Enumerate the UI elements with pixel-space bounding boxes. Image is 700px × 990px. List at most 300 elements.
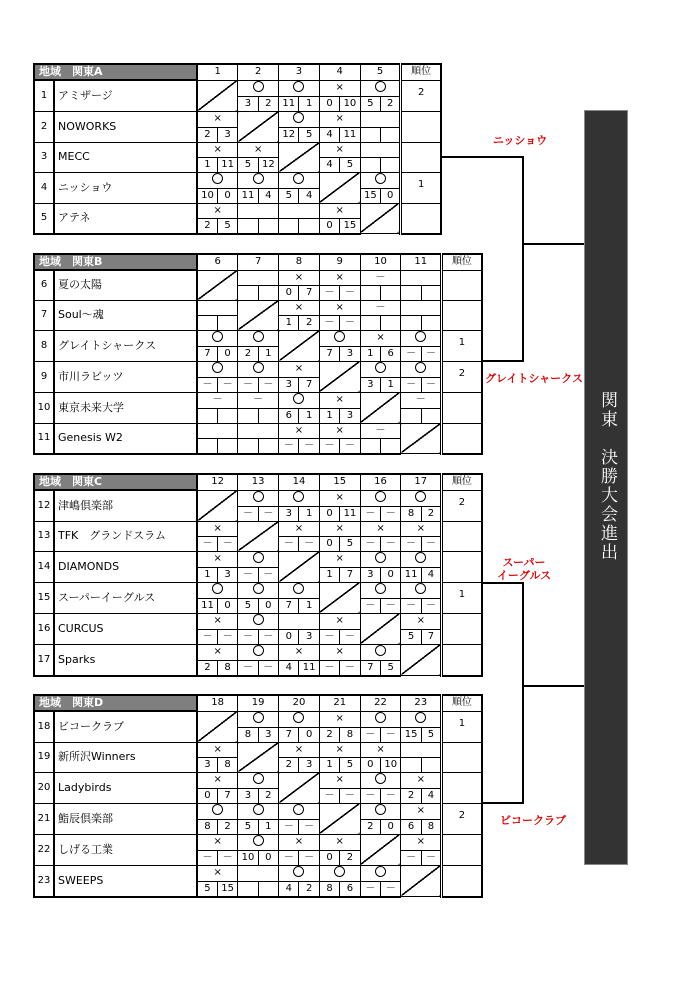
score-opponent: － — [340, 315, 360, 330]
column-number: 17 — [401, 474, 442, 490]
match-result-mark: － — [360, 270, 401, 285]
win-circle-icon — [253, 173, 264, 184]
bracket-line-cd-to-final — [522, 685, 584, 687]
column-number: 19 — [238, 695, 279, 711]
score-opponent: － — [299, 536, 319, 551]
team-number: 10 — [34, 392, 54, 423]
score-own — [197, 408, 217, 423]
match-result-mark — [360, 361, 401, 377]
team-name: CURCUS — [54, 613, 197, 644]
match-result-mark — [197, 172, 238, 188]
score-own — [360, 315, 380, 330]
column-number: 12 — [197, 474, 238, 490]
match-result-mark: × — [319, 834, 360, 850]
score-opponent: 7 — [340, 567, 360, 582]
bracket-line-a-top — [441, 156, 524, 158]
score-own: 6 — [401, 819, 421, 834]
match-result-mark — [279, 111, 320, 127]
match-result-mark — [360, 551, 401, 567]
score-opponent: 5 — [340, 536, 360, 551]
league-header-row — [34, 695, 482, 711]
team-rank — [401, 203, 441, 234]
score-own: － — [238, 660, 258, 676]
match-result-mark — [238, 490, 279, 506]
score-own — [360, 157, 380, 172]
score-own: － — [279, 438, 299, 454]
team-row — [34, 300, 482, 315]
team-row — [34, 521, 482, 536]
match-result-mark: × — [197, 521, 238, 536]
score-own: 8 — [197, 819, 217, 834]
score-own — [360, 285, 380, 300]
score-own: 7 — [279, 727, 299, 742]
rank-header: 順位 — [442, 254, 482, 270]
score-opponent: － — [421, 598, 441, 613]
league-table — [33, 694, 483, 898]
column-number: 2 — [238, 64, 279, 80]
win-circle-icon — [375, 583, 386, 594]
final-tournament-box — [584, 110, 628, 865]
score-own: 5 — [238, 598, 258, 613]
column-number: 21 — [319, 695, 360, 711]
team-rank — [442, 742, 482, 772]
self-match-diagonal — [360, 613, 401, 644]
score-own: 3 — [360, 377, 380, 392]
match-result-mark — [319, 865, 360, 881]
match-result-mark — [197, 803, 238, 819]
win-circle-icon — [375, 645, 386, 656]
bracket-line-c-top — [482, 582, 524, 584]
score-own: 3 — [279, 377, 299, 392]
team-rank — [442, 270, 482, 300]
match-result-mark: － — [401, 392, 442, 408]
score-opponent: 0 — [381, 567, 401, 582]
win-circle-icon — [253, 773, 264, 784]
score-opponent: 3 — [340, 408, 360, 423]
score-own: 2 — [238, 346, 258, 361]
win-circle-icon — [253, 835, 264, 846]
score-opponent: － — [381, 788, 401, 803]
score-own: － — [197, 850, 217, 865]
score-own: 0 — [279, 629, 299, 644]
score-opponent: 5 — [340, 157, 360, 172]
score-own: 8 — [238, 727, 258, 742]
team-name: Genesis W2 — [54, 423, 197, 454]
score-own: 0 — [279, 285, 299, 300]
match-result-mark: × — [279, 834, 320, 850]
score-opponent: 10 — [340, 96, 360, 111]
score-own: － — [197, 536, 217, 551]
team-name: SWEEPS — [54, 865, 197, 897]
match-result-mark — [279, 613, 320, 629]
win-circle-icon — [415, 362, 426, 373]
self-match-diagonal — [197, 711, 238, 742]
score-opponent: 12 — [258, 157, 278, 172]
match-result-mark — [279, 803, 320, 819]
score-opponent: 2 — [340, 850, 360, 865]
column-number: 18 — [197, 695, 238, 711]
match-result-mark: × — [319, 300, 360, 315]
match-result-mark: × — [238, 142, 279, 157]
team-number: 20 — [34, 772, 54, 803]
team-rank — [442, 613, 482, 644]
match-result-mark — [238, 644, 279, 660]
match-result-mark — [401, 361, 442, 377]
bracket-line-d-bottom — [482, 802, 524, 804]
match-result-mark: × — [401, 613, 442, 629]
win-circle-icon — [293, 112, 304, 123]
score-opponent: 0 — [381, 188, 401, 203]
team-number: 15 — [34, 582, 54, 613]
score-own: 1 — [197, 157, 217, 172]
score-opponent: 0 — [258, 598, 278, 613]
score-opponent — [381, 285, 401, 300]
win-circle-icon — [212, 804, 223, 815]
league-table — [33, 253, 483, 455]
match-result-mark — [279, 80, 320, 96]
match-result-mark: × — [401, 834, 442, 850]
team-name: グレイトシャークス — [54, 330, 197, 361]
match-result-mark: × — [401, 803, 442, 819]
win-circle-icon — [212, 362, 223, 373]
column-number: 16 — [360, 474, 401, 490]
score-opponent: 7 — [421, 629, 441, 644]
win-circle-icon — [415, 331, 426, 342]
score-opponent: － — [217, 377, 237, 392]
score-opponent: 5 — [299, 127, 319, 142]
match-result-mark: × — [319, 270, 360, 285]
self-match-diagonal — [401, 865, 442, 897]
score-opponent: 11 — [217, 157, 237, 172]
match-result-mark: × — [279, 270, 320, 285]
self-match-diagonal — [401, 423, 442, 454]
score-opponent: － — [299, 850, 319, 865]
self-match-diagonal — [238, 521, 279, 551]
win-circle-icon — [293, 712, 304, 723]
team-row — [34, 172, 441, 188]
score-opponent: － — [258, 506, 278, 521]
score-opponent — [299, 218, 319, 234]
win-circle-icon — [375, 81, 386, 92]
score-opponent: － — [299, 819, 319, 834]
score-opponent: 1 — [299, 506, 319, 521]
self-match-diagonal — [279, 772, 320, 803]
team-rank: 1 — [442, 582, 482, 613]
score-own: 3 — [238, 788, 258, 803]
team-rank: 1 — [442, 711, 482, 742]
score-opponent: － — [381, 881, 401, 897]
team-number: 3 — [34, 142, 54, 172]
match-result-mark — [279, 582, 320, 598]
score-opponent: 0 — [217, 346, 237, 361]
score-own: 4 — [319, 127, 339, 142]
team-number: 23 — [34, 865, 54, 897]
win-circle-icon — [334, 866, 345, 877]
match-result-mark — [197, 330, 238, 346]
match-result-mark — [238, 361, 279, 377]
score-opponent: － — [340, 660, 360, 676]
score-own: 6 — [279, 408, 299, 423]
match-result-mark — [238, 834, 279, 850]
win-circle-icon — [212, 331, 223, 342]
win-circle-icon — [334, 331, 345, 342]
match-result-mark — [238, 423, 279, 438]
region-label: 地域 関東C — [34, 474, 197, 490]
team-number: 2 — [34, 111, 54, 142]
league-table — [33, 473, 483, 677]
score-own — [279, 218, 299, 234]
team-number: 21 — [34, 803, 54, 834]
match-result-mark — [238, 711, 279, 727]
team-rank: 1 — [442, 330, 482, 361]
league-table — [33, 63, 442, 235]
score-own — [360, 438, 380, 454]
team-name: 夏の太陽 — [54, 270, 197, 300]
team-number: 17 — [34, 644, 54, 676]
win-circle-icon — [415, 583, 426, 594]
win-circle-icon — [293, 583, 304, 594]
score-own: － — [319, 788, 339, 803]
win-circle-icon — [375, 491, 386, 502]
column-number: 20 — [279, 695, 320, 711]
score-opponent: 4 — [421, 567, 441, 582]
score-own: 8 — [401, 506, 421, 521]
score-opponent — [381, 127, 401, 142]
match-result-mark — [360, 711, 401, 727]
match-result-mark — [238, 865, 279, 881]
match-result-mark: × — [197, 142, 238, 157]
team-name: アテネ — [54, 203, 197, 234]
match-result-mark: × — [197, 865, 238, 881]
score-own — [360, 127, 380, 142]
score-opponent: 4 — [421, 788, 441, 803]
win-circle-icon — [253, 491, 264, 502]
team-row — [34, 490, 482, 506]
score-own: － — [360, 536, 380, 551]
team-rank — [442, 772, 482, 803]
score-own: － — [319, 315, 339, 330]
score-opponent: 8 — [217, 757, 237, 772]
team-row — [34, 772, 482, 788]
score-opponent — [258, 881, 278, 897]
team-rank — [401, 142, 441, 172]
score-opponent: 0 — [299, 727, 319, 742]
match-result-mark — [238, 772, 279, 788]
score-own: 7 — [360, 660, 380, 676]
match-result-mark: × — [197, 644, 238, 660]
win-circle-icon — [212, 173, 223, 184]
advancer-c-label — [484, 556, 564, 582]
score-own: － — [279, 536, 299, 551]
win-circle-icon — [293, 81, 304, 92]
win-circle-icon — [212, 583, 223, 594]
score-opponent: 2 — [421, 506, 441, 521]
team-name: 東京未来大学 — [54, 392, 197, 423]
score-own: 0 — [319, 850, 339, 865]
score-opponent: 3 — [217, 567, 237, 582]
column-number: 7 — [238, 254, 279, 270]
self-match-diagonal — [238, 300, 279, 330]
team-row — [34, 613, 482, 629]
team-row — [34, 142, 441, 157]
score-opponent: － — [217, 536, 237, 551]
match-result-mark: × — [319, 521, 360, 536]
team-number: 12 — [34, 490, 54, 521]
match-result-mark — [360, 111, 401, 127]
score-own: 0 — [319, 96, 339, 111]
score-own: － — [401, 598, 421, 613]
team-rank — [442, 521, 482, 551]
score-own: 0 — [319, 218, 339, 234]
score-opponent — [217, 408, 237, 423]
score-own: 3 — [197, 757, 217, 772]
team-rank — [442, 644, 482, 676]
team-row — [34, 423, 482, 438]
score-own: 2 — [360, 819, 380, 834]
team-number: 1 — [34, 80, 54, 111]
match-result-mark — [401, 711, 442, 727]
match-result-mark — [279, 865, 320, 881]
win-circle-icon — [375, 773, 386, 784]
score-opponent: 2 — [217, 819, 237, 834]
score-own: 7 — [319, 346, 339, 361]
win-circle-icon — [253, 645, 264, 656]
score-own: 1 — [279, 315, 299, 330]
score-own: 2 — [401, 788, 421, 803]
match-result-mark — [238, 270, 279, 285]
score-own: 11 — [401, 567, 421, 582]
team-number: 4 — [34, 172, 54, 203]
match-result-mark — [238, 330, 279, 346]
score-own: － — [197, 377, 217, 392]
score-own: 4 — [319, 157, 339, 172]
score-opponent: － — [340, 438, 360, 454]
win-circle-icon — [375, 712, 386, 723]
score-opponent: 10 — [381, 757, 401, 772]
score-opponent: － — [381, 727, 401, 742]
match-result-mark — [401, 742, 442, 757]
match-result-mark — [238, 613, 279, 629]
match-result-mark: × — [360, 330, 401, 346]
match-result-mark — [197, 582, 238, 598]
score-own: － — [360, 506, 380, 521]
column-number: 1 — [197, 64, 238, 80]
score-own: 1 — [360, 346, 380, 361]
match-result-mark — [360, 80, 401, 96]
score-opponent: 5 — [421, 727, 441, 742]
score-opponent: － — [340, 285, 360, 300]
team-name: TFK グランドスラム — [54, 521, 197, 551]
advancer-a-label: ニッショウ — [492, 134, 548, 147]
team-name: Sparks — [54, 644, 197, 676]
win-circle-icon — [415, 552, 426, 563]
score-opponent — [381, 438, 401, 454]
score-opponent: 3 — [299, 629, 319, 644]
score-opponent: 2 — [299, 881, 319, 897]
match-result-mark: × — [279, 300, 320, 315]
score-opponent: 8 — [217, 660, 237, 676]
team-number: 7 — [34, 300, 54, 330]
team-rank: 2 — [442, 361, 482, 392]
score-own: 7 — [279, 598, 299, 613]
match-result-mark: × — [319, 711, 360, 727]
team-number: 8 — [34, 330, 54, 361]
team-name: ビコークラブ — [54, 711, 197, 742]
win-circle-icon — [253, 331, 264, 342]
score-opponent — [258, 285, 278, 300]
column-number: 14 — [279, 474, 320, 490]
self-match-diagonal — [197, 490, 238, 521]
score-own: － — [319, 285, 339, 300]
score-opponent: 7 — [217, 788, 237, 803]
score-own: 10 — [197, 188, 217, 203]
score-own: 5 — [238, 819, 258, 834]
match-result-mark — [360, 772, 401, 788]
score-opponent: 1 — [299, 408, 319, 423]
match-result-mark: × — [319, 392, 360, 408]
advancer-d-label: ビコークラブ — [500, 814, 566, 827]
column-number: 3 — [279, 64, 320, 80]
score-own: 11 — [238, 188, 258, 203]
score-opponent: 6 — [340, 881, 360, 897]
column-number: 6 — [197, 254, 238, 270]
score-opponent — [258, 218, 278, 234]
score-opponent: 4 — [258, 188, 278, 203]
team-name: Ladybirds — [54, 772, 197, 803]
team-row — [34, 711, 482, 727]
self-match-diagonal — [279, 330, 320, 361]
score-opponent — [217, 438, 237, 454]
score-opponent: － — [421, 377, 441, 392]
bracket-line-b-bottom — [482, 360, 524, 362]
self-match-diagonal — [197, 270, 238, 300]
score-own — [238, 285, 258, 300]
score-opponent: － — [381, 536, 401, 551]
team-name: アミザージ — [54, 80, 197, 111]
match-result-mark — [401, 330, 442, 346]
bracket-line-cd-vertical — [522, 582, 524, 804]
team-number: 19 — [34, 742, 54, 772]
score-opponent: 3 — [258, 727, 278, 742]
score-own — [238, 881, 258, 897]
score-opponent: 7 — [299, 285, 319, 300]
score-opponent: － — [340, 629, 360, 644]
score-own — [238, 408, 258, 423]
team-name: NOWORKS — [54, 111, 197, 142]
score-opponent: 1 — [258, 819, 278, 834]
score-own: 11 — [279, 96, 299, 111]
score-opponent: － — [258, 629, 278, 644]
match-result-mark: × — [319, 644, 360, 660]
score-own: － — [401, 346, 421, 361]
match-result-mark — [360, 803, 401, 819]
score-own — [197, 315, 217, 330]
team-name: スーパーイーグルス — [54, 582, 197, 613]
match-result-mark — [197, 423, 238, 438]
score-own: 0 — [197, 788, 217, 803]
self-match-diagonal — [360, 392, 401, 423]
match-result-mark: × — [319, 490, 360, 506]
team-rank — [442, 865, 482, 897]
score-opponent: － — [217, 629, 237, 644]
score-own: 5 — [401, 629, 421, 644]
score-opponent: － — [217, 850, 237, 865]
rank-header: 順位 — [442, 474, 482, 490]
team-row — [34, 551, 482, 567]
match-result-mark — [238, 172, 279, 188]
match-result-mark — [279, 490, 320, 506]
match-result-mark — [319, 330, 360, 346]
